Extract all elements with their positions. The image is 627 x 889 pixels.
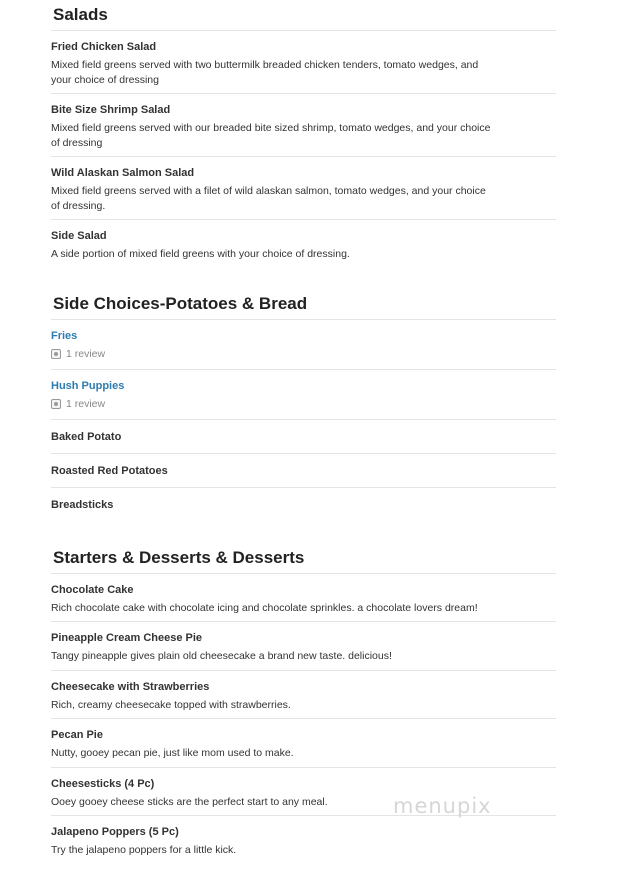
item-description: Mixed field greens served with our breaded bite sized shrimp, tomato wedges, and your choice of dressing xyxy=(51,122,491,149)
menu-item xyxy=(51,488,556,521)
item-name: Jalapeno Poppers (5 Pc) xyxy=(51,826,179,838)
section-title: Salads xyxy=(51,0,556,31)
item-name: Fried Chicken Salad xyxy=(51,41,157,53)
item-name-link[interactable]: Fries xyxy=(51,329,78,342)
item-description: Ooey gooey cheese sticks are the perfect start to any meal. xyxy=(51,795,328,808)
review-text: 1 review xyxy=(66,397,106,410)
item-name: Side Salad xyxy=(51,230,107,242)
item-description: Tangy pineapple gives plain old cheesecake a brand new taste. delicious! xyxy=(51,650,392,662)
item-description: Try the jalapeno poppers for a little kick. xyxy=(51,844,237,856)
item-name: Pineapple Cream Cheese Pie xyxy=(51,632,203,644)
item-name: Breadsticks xyxy=(51,498,114,511)
menu-item xyxy=(51,816,556,864)
section-title: Starters & Desserts & Desserts xyxy=(51,543,556,574)
review-text: 1 review xyxy=(66,347,106,360)
item-description: Rich, creamy cheesecake topped with strawberries. xyxy=(51,698,291,711)
item-name-link[interactable]: Hush Puppies xyxy=(51,379,125,392)
menu-item xyxy=(51,320,556,370)
item-name: Bite Size Shrimp Salad xyxy=(51,104,171,116)
menu-item xyxy=(51,622,556,671)
menu-item xyxy=(51,220,556,268)
menu-item xyxy=(51,454,556,488)
item-description: Rich chocolate cake with chocolate icing and chocolate sprinkles. a chocolate lovers dream! xyxy=(51,601,478,614)
section-title: Side Choices-Potatoes & Bread xyxy=(51,289,556,320)
review-count[interactable] xyxy=(51,397,556,411)
menu-item xyxy=(51,574,556,623)
menu-item xyxy=(51,370,556,420)
item-description: Mixed field greens served with two buttermilk breaded chicken tenders, tomato wedges, and your choice of dressing xyxy=(51,59,479,86)
item-name: Cheesecake with Strawberries xyxy=(51,680,210,693)
menu-item xyxy=(51,157,556,220)
menu-item xyxy=(51,420,556,454)
menu-item xyxy=(51,31,556,94)
section-side-choices xyxy=(51,289,556,521)
item-name: Cheesesticks (4 Pc) xyxy=(51,777,155,790)
menu-item xyxy=(51,719,556,768)
menu-item xyxy=(51,671,556,720)
menu-item xyxy=(51,94,556,157)
section-salads xyxy=(51,0,556,268)
review-icon xyxy=(51,399,61,409)
item-description: Nutty, gooey pecan pie, just like mom used to make. xyxy=(51,747,294,759)
menupix-watermark: menupix xyxy=(393,794,492,818)
item-name: Baked Potato xyxy=(51,430,122,443)
item-name: Wild Alaskan Salmon Salad xyxy=(51,167,195,179)
item-name: Roasted Red Potatoes xyxy=(51,464,168,477)
menu-content xyxy=(51,0,556,864)
review-count[interactable] xyxy=(51,347,556,361)
item-name: Pecan Pie xyxy=(51,729,103,741)
item-description: A side portion of mixed field greens with your choice of dressing. xyxy=(51,248,350,260)
item-name: Chocolate Cake xyxy=(51,583,134,596)
item-description: Mixed field greens served with a filet of wild alaskan salmon, tomato wedges, and your choice of dressing. xyxy=(51,185,486,212)
review-icon xyxy=(51,349,61,359)
